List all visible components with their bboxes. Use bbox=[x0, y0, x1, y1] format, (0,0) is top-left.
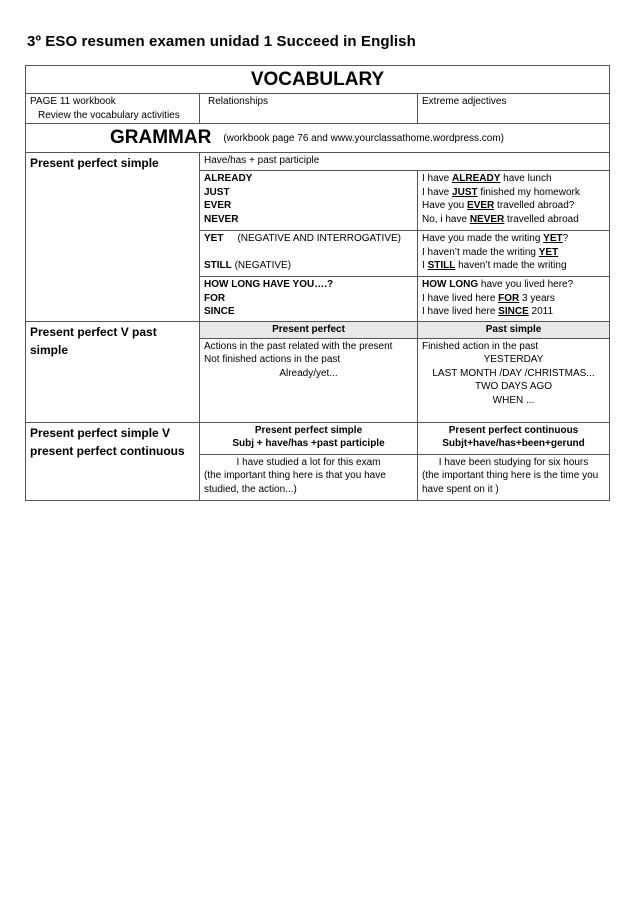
example-for: I have lived here FOR 3 years bbox=[422, 292, 555, 304]
pps-head-cell bbox=[200, 422, 418, 454]
past-use-5: WHEN ... bbox=[492, 394, 535, 406]
pp-use-1: Actions in the past related with the present bbox=[204, 340, 393, 352]
past-simple-head: Past simple bbox=[418, 322, 610, 339]
ppc-head: Present perfect continuous bbox=[448, 424, 579, 436]
vocabulary-page-line: PAGE 11 workbook bbox=[30, 96, 116, 107]
present-perfect-simple-label: Present perfect simple bbox=[26, 153, 200, 322]
grammar-note: (workbook page 76 and www.yourclassathome.wordpress.com) bbox=[223, 133, 505, 144]
example-just: I have JUST finished my homework bbox=[422, 186, 580, 198]
still-note: (NEGATIVE) bbox=[234, 260, 292, 271]
extreme-adjectives-cell: Extreme adjectives bbox=[418, 94, 610, 124]
how-long-since: SINCE bbox=[204, 306, 235, 317]
example-already: I have ALREADY have lunch bbox=[422, 173, 552, 184]
yet-still-cell bbox=[200, 231, 418, 277]
pp-uses-cell bbox=[200, 338, 418, 422]
ppc-form: Subjt+have/has+been+gerund bbox=[442, 438, 585, 449]
pp-vs-past-label: Present perfect V past simple bbox=[26, 322, 200, 423]
example-how-long: HOW LONG have you lived here? bbox=[422, 279, 574, 290]
pp-use-2: Not finished actions in the past bbox=[204, 354, 341, 365]
pps-vs-ppc-label: Present perfect simple V present perfect continuous bbox=[26, 422, 200, 500]
adverb-already: ALREADY bbox=[204, 173, 253, 184]
grammar-heading: GRAMMAR bbox=[110, 127, 212, 148]
vocabulary-heading: VOCABULARY bbox=[26, 66, 610, 94]
pp-use-3: Already/yet... bbox=[279, 367, 338, 379]
past-use-4: TWO DAYS AGO bbox=[474, 381, 553, 392]
yet-word: YET bbox=[204, 233, 224, 244]
how-long-for: FOR bbox=[204, 292, 226, 304]
how-long-examples-cell bbox=[418, 277, 610, 322]
adverb-examples-cell bbox=[418, 171, 610, 231]
ppc-example-cell bbox=[418, 454, 610, 500]
example-yet-negative: I haven’t made the writing YET bbox=[422, 246, 559, 258]
past-use-1: Finished action in the past bbox=[422, 340, 539, 352]
grammar-heading-cell bbox=[26, 124, 610, 153]
example-since: I have lived here SINCE 2011 bbox=[422, 306, 554, 317]
past-simple-uses-cell bbox=[418, 338, 610, 422]
how-long-question: HOW LONG HAVE YOU….? bbox=[204, 279, 334, 290]
example-never: No, i have NEVER travelled abroad bbox=[422, 213, 579, 225]
yet-still-examples-cell bbox=[418, 231, 610, 277]
adverb-ever: EVER bbox=[204, 200, 232, 211]
example-ever: Have you EVER travelled abroad? bbox=[422, 200, 575, 211]
ppc-explanation: (the important thing here is the time you have spent on it ) bbox=[422, 470, 599, 495]
vocabulary-review-line: Review the vocabulary activities bbox=[38, 109, 180, 121]
example-still: I STILL haven’t made the writing bbox=[422, 260, 567, 271]
pps-example-cell bbox=[200, 454, 418, 500]
how-long-cell bbox=[200, 277, 418, 322]
yet-note: (NEGATIVE AND INTERROGATIVE) bbox=[237, 233, 401, 244]
adverb-just: JUST bbox=[204, 186, 230, 198]
past-use-2: YESTERDAY bbox=[483, 354, 544, 365]
past-use-3: LAST MONTH /DAY /CHRISTMAS... bbox=[432, 367, 595, 379]
vocabulary-page-cell bbox=[26, 94, 200, 124]
adverb-never: NEVER bbox=[204, 213, 239, 225]
pps-head: Present perfect simple bbox=[254, 424, 363, 436]
relationships-cell: Relationships bbox=[200, 94, 418, 124]
pps-explanation: (the important thing here is that you have studied, the action...) bbox=[204, 470, 386, 495]
ppc-example: I have been studying for six hours bbox=[438, 456, 589, 468]
present-perfect-form: Have/has + past participle bbox=[200, 153, 610, 171]
ppc-head-cell bbox=[418, 422, 610, 454]
pp-head: Present perfect bbox=[200, 322, 418, 339]
document-title: 3º ESO resumen examen unidad 1 Succeed in English bbox=[27, 33, 416, 50]
still-word: STILL bbox=[204, 260, 232, 271]
pps-example: I have studied a lot for this exam bbox=[236, 456, 381, 468]
summary-table bbox=[25, 65, 610, 501]
example-yet-question: Have you made the writing YET? bbox=[422, 233, 569, 244]
pps-form: Subj + have/has +past participle bbox=[232, 438, 385, 449]
adverbs-cell bbox=[200, 171, 418, 231]
